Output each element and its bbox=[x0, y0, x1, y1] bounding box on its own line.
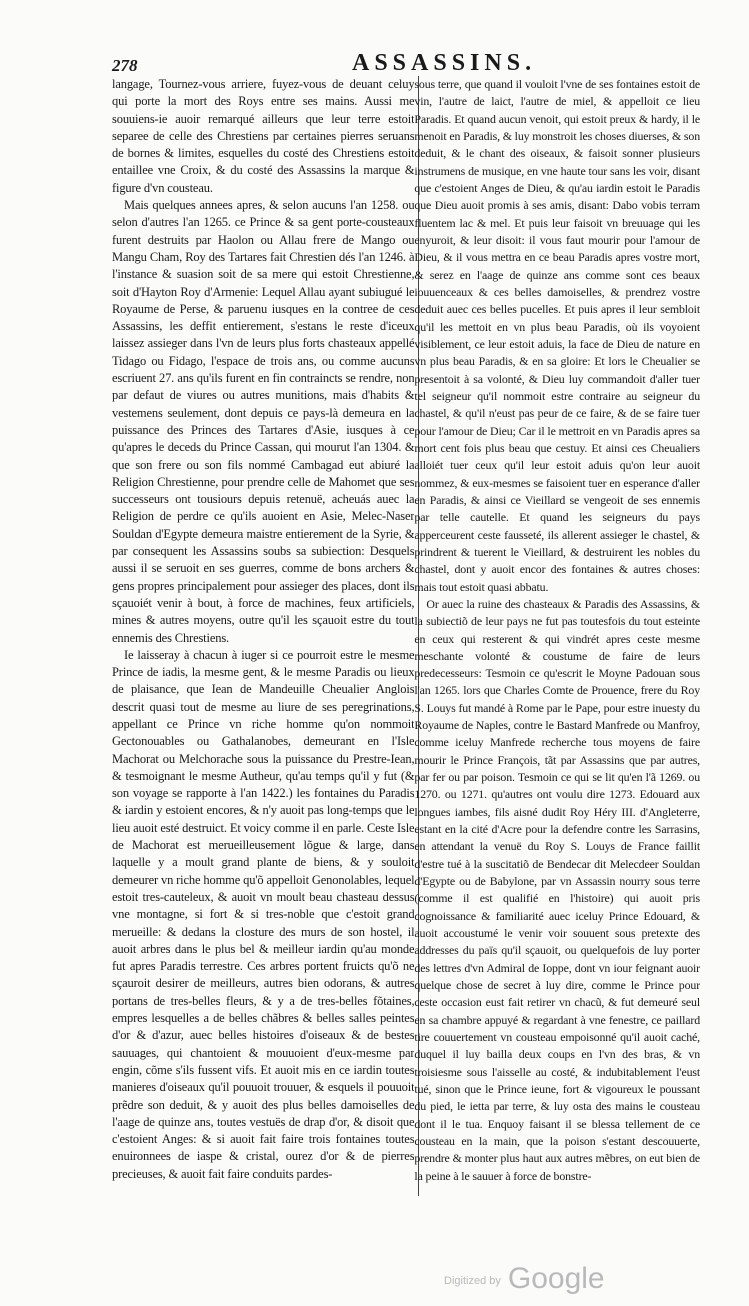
digitized-by-google-watermark bbox=[444, 1262, 605, 1302]
right-paragraph-1: sous terre, que quand il vouloit l'vne de ses fontaines estoit de vin, l'autre de laict, l'autre de miel, & appelloit ce lieu Paradis. Et quand aucun venoit, qui estoit preux & hardy, il le menoit en Paradis, & luy monstroit les choses diuerses, & son deduit, & le chant des oiseaux, & faisoit sonner plusieurs instrumens de musique, en vne haute tour sans les voir, disant que c'estoient Anges de Dieu, & qu'au iardin estoit le Paradis que Dieu auoit promis à ses amis, disant: Dabo vobis terram fluentem lac & mel. Et puis leur faisoit vn breuuage qui les enyuroit, & leur disoit: il vous faut mourir pour l'amour de Dieu, & il vous mettra en ce beau Paradis apres vostre mort, & serez en l'aage de quinze ans comme sont ces beaux iouuenceaux & ces belles damoiselles, & prendrez vostre deduit auec ces belles pucelles. Et puis apres il leur sembloit qu'il les mettoit en vn plus beau Paradis, où ils voyoient visiblement, ce leur estoit aduis, la face de Dieu de nature en vn plus beau Paradis, & en sa gloire: Et lors le Cheualier se presentoit à sa volonté, & Dieu luy commandoit d'aller tuer tel seigneur qu'il nommoit estre contraire au seigneur du chastel, & qu'il n'eust pas peur de ce faire, & de se faire tuer pour l'amour de Dieu; Car il le mettroit en vn Paradis apres sa mort cent fois plus beau que cestuy. Et ainsi ces Cheualiers alloiét tuer ceux qu'il leur estoit aduis qu'on leur auoit nommez, & eux-mesmes se faisoient tuer en esperance d'aller en Paradis, & ainsi ce Vieillard se vengeoit de ses ennemis par telle cautelle. Et quand les seigneurs du pays apperceurent ceste fausseté, ils allerent assieger le chastel, & prindrent & tuerent le Vieillard, & destruirent les nobles du chastel, dont y auoit encor des fontaines & autres choses: mais tout estoit quasi abbatu. bbox=[414, 77, 700, 594]
page-number: 278 bbox=[112, 56, 138, 75]
watermark-prefix: Digitized by bbox=[444, 1275, 501, 1287]
left-column bbox=[112, 76, 414, 1216]
text-columns bbox=[112, 76, 700, 1216]
left-paragraph-2: Mais quelques annees apres, & selon aucuns l'an 1258. ou selon d'autres l'an 1265. ce Prince & sa gent porte-cousteaux furent destruits par Haolon ou Allau frere de Mango ou Mangu Cham, Roy des Tartares fait Chrestien dés l'an 1246. à l'instance & suasion soit de sa mere qui estoit Chrestienne, soit d'Hayton Roy d'Armenie: Lequel Allau ayant subiugué le Royaume de Perse, & paruenu iusques en la contree de ces Assassins, les deffit entierement, s'estans le reste d'iceux laissez assieger dans l'vn de leurs plus forts chasteaux appellé Tidago ou Fidago, l'espace de trois ans, ou comme aucuns escriuent 27. ans qu'ils furent en fin contraincts se rendre, non par defaut de viures ou autres munitions, mais d'habits & vestemens seulement, dont depuis ce pays-là demeura en la puissance des Princes des Tartares d'Asie, iusques à ce qu'apres le deceds du Prince Cassan, qui mourut l'an 1304. & que son frere ou son fils nommé Cambagad eut abiuré la Religion Chrestienne, pour prendre celle de Mahomet que ses successeurs ont tousiours depuis retenuë, acheuás auec la Religion de perdre ce qu'ils auoient en Asie, Melec-Naser Souldan d'Egypte demeura maistre entierement de la Syrie, & par consequent les Assassins soubs sa subiection: Desquels aussi il se seruoit en ses guerres, comme de bons archers & gens propres principalement pour assieger des places, dont ils sçauoiét venir à bout, à force de machines, feux artificiels, mines & autres moyens, outre qu'il les sçauoit estre du tout ennemis des Chrestiens. bbox=[112, 198, 415, 645]
google-logo: Google bbox=[507, 1262, 605, 1295]
left-paragraph-3: Ie laisseray à chacun à iuger si ce pourroit estre le mesme Prince de iadis, la mesme gent, & le mesme Paradis ou lieux de plaisance, que Iean de Mandeuille Cheualier Anglois descrit quasi tout de mesme au liure de ses peregrinations, appellant ce Prince vn riche homme qu'on nommoit Gectonouables ou Gathalanobes, demeurant en l'Isle Machorat ou Melchorache sous la puissance du Prestre-Iean, & tesmoignant le mesme Autheur, qu'au temps qu'il y fut (& son voyage se rapporte à l'an 1422.) les fontaines du Paradis & iardin y estoient encores, & n'y auoit pas long-temps que le lieu auoit esté destruict. Et voicy comme il en parle. Ceste Isle de Machorat est merueilleusement lõgue & large, dans laquelle y a moult grand plante de biens, & y souloit demeurer vn riche homme qu'õ appelloit Genonolables, lequel estoit tres-cauteleux, & auoit vn moult beau chasteau dessus vne montagne, si fort & si tres-noble que c'estoit grand merueille: & dedans la closture des murs de son hostel, il auoit arbres dans le plus bel & meilleur iardin qu'au monde fut apres Paradis terrestre. Ces arbres portent fruicts qu'õ ne sçauroit desirer de meilleurs, autres bien odorans, & autres portans de tres-belles fleurs, & y a de tres-belles fõtaines, empres lesquelles a de belles chãbres & belles salles peintes d'or & d'azur, auec belles histoires d'oiseaux & de bestes sauuages, qui chantoient & mouuoient d'eux-mesme par engin, cõme s'ils fussent vifs. Et auoit mis en ce iardin toutes manieres d'oiseaux qu'il pouuoit trouuer, & esquels il pouuoit prẽdre son deduit, & y auoit des plus belles damoiselles de l'aage de quinze ans, toutes vestuës de drap d'or, & disoit que c'estoient Anges: & si auoit fait faire trois fontaines toutes enuironnees de iaspe & cristal, ourez d'or & de pierres precieuses, & auoit fait faire conduits pardes- bbox=[112, 647, 415, 1181]
left-paragraph-1: langage, Tournez-vous arriere, fuyez-vous de deuant celuy qui porte la mort des Roys entre ses mains. Aussi me souuiens-ie auoir remarqué ailleurs que leur terre estoit separee de celle des Chrestiens par certaines pierres seruans de bornes & limites, esquelles du costé des Chrestiens estoit entaillee vne Croix, & du costé des Assassins la marque & figure d'vn cousteau. bbox=[112, 77, 415, 195]
running-title: ASSASSINS. bbox=[352, 50, 537, 76]
right-column bbox=[414, 76, 700, 1216]
right-paragraph-2: Or auec la ruine des chasteaux & Paradis des Assassins, & la subiectiõ de leur pays ne fut pas toutesfois du tout esteinte en ceux qui resterent & qui vindrét apres ceste mesme meschante volonté & coustume de faire de leurs predecesseurs: Tesmoin ce qu'escrit le Moyne Padouan sous l'an 1265. lors que Charles Comte de Prouence, frere du Roy S. Louys fut mandé à Rome par le Pape, pour estre inuesty du Royaume de Naples, contre le Bastard Manfrede ou Manfroy, comme iceluy Manfrede recherche tous moyens de faire mourir le Prince François, tãt par Assassins que par autres, par fer ou par poison. Tesmoin ce qui se lit qu'en l'ã 1269. ou 1270. ou 1271. qu'autres ont voulu dire 1273. Edouard aux longues iambes, fils aisné dudit Roy Héry III. d'Angleterre, estant en la cité d'Acre pour la defendre contre les Sarrasins, en attendant la venuë du Roy S. Louys de France faillit d'estre tué à la suscitatiõ de Bendecar dit Melecdeer Souldan d'Egypte ou de Babylone, par vn Assassin nourry sous terre (comme il est qualifié en l'histoire) qui auoit pris cognoissance & familiarité auec iceluy Prince Edouard, & auoit accoustumé le venir voir souuent sous pretexte des addresses du païs qu'il sçauoit, ou quelquefois de luy porter des lettres d'vn Admiral de Ioppe, dont vn iour feignant auoir quelque chose de secret à luy dire, comme le Prince pour ceste occasion eust fait retirer vn chacũ, & fut demeuré seul en sa chambre appuyé & regardant à vne fenestre, ce paillard tire couuertement vn cousteau empoisonné qu'il auoit caché, duquel il luy bailla deux coups en l'vn des bras, & vn troisiesme sous l'aisselle au costé, & indubitablement l'eust tué, sinon que le Prince ieune, fort & vigoureux le poussant du pied, le ietta par terre, & luy osta des mains le cousteau dont il le tua. Enquoy faisant il se blessa tellement de ce cousteau en la main, que la poison s'estant descouuerte, prendre & monter plus haut aux autres mẽbres, on eut bien de la peine à le sauuer à force de bonstre- bbox=[414, 596, 700, 1183]
